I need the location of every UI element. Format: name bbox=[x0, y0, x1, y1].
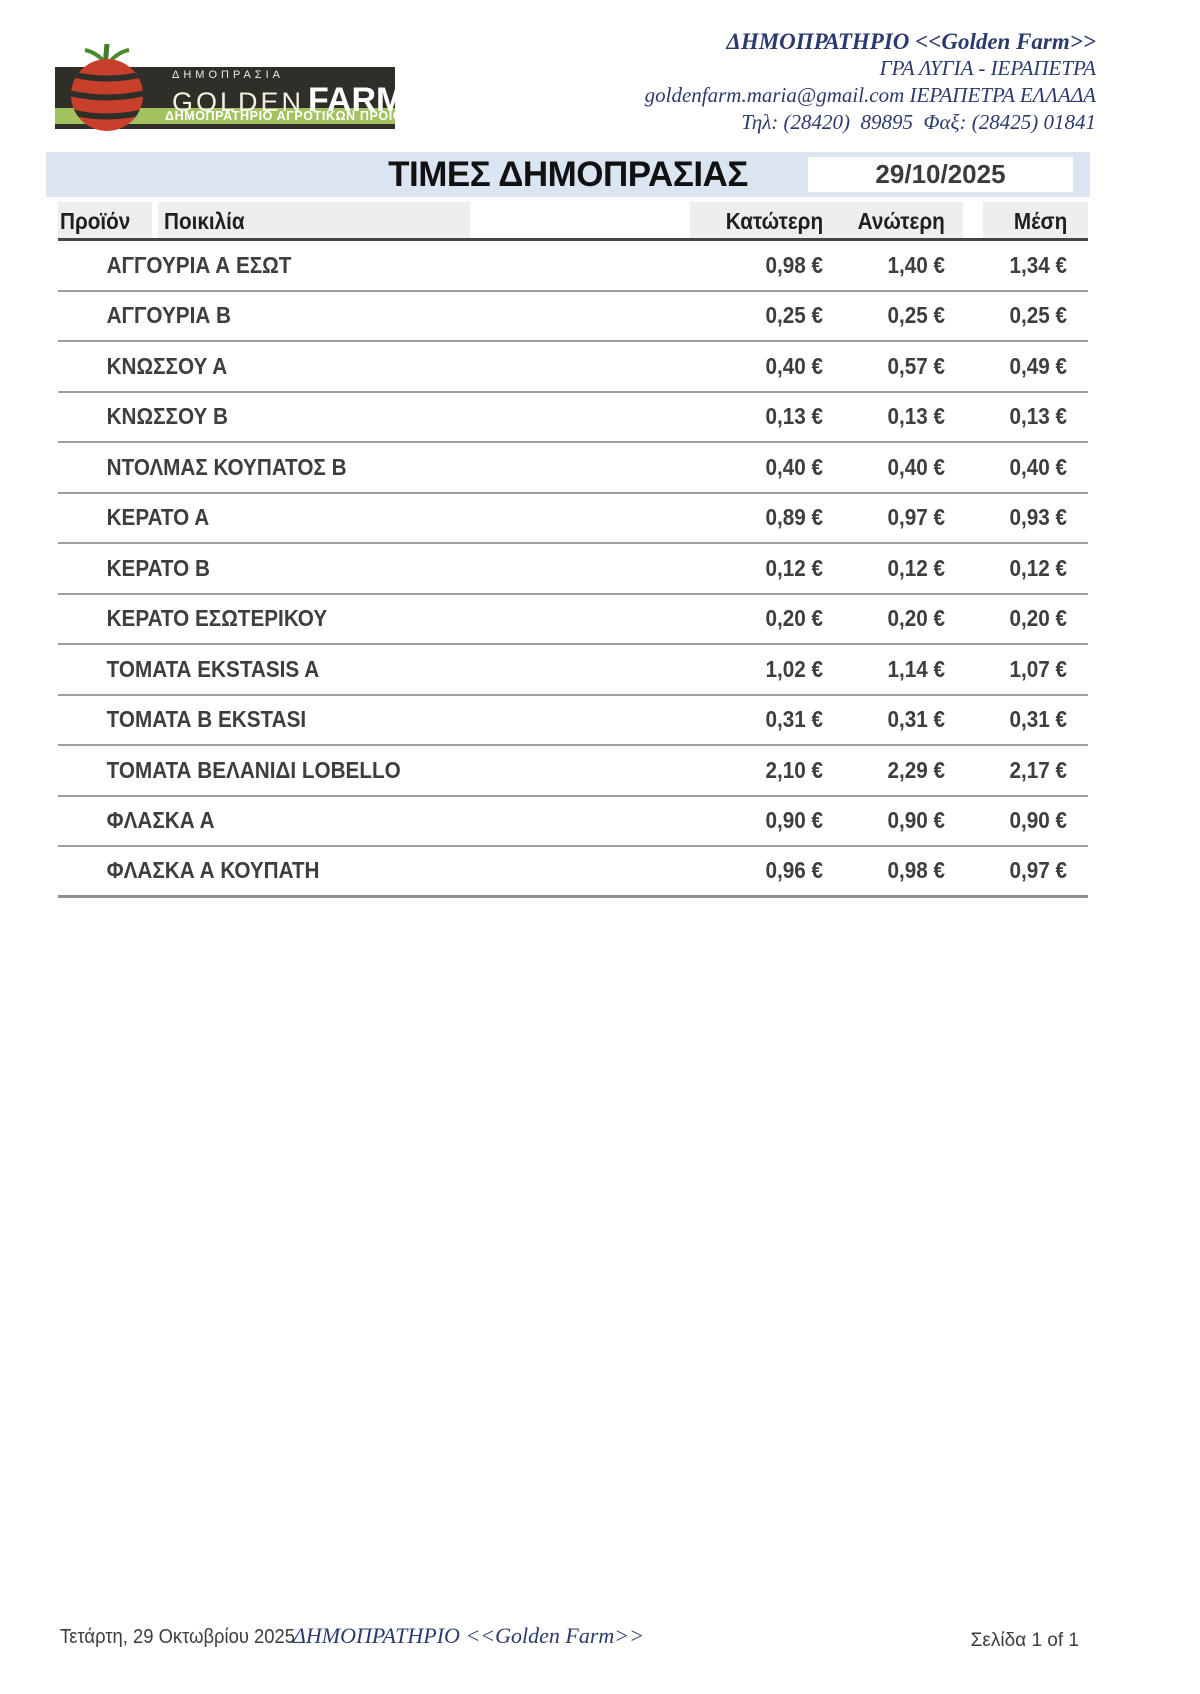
product-name: ΑΓΓΟΥΡΙΑ Β bbox=[106, 302, 231, 329]
company-location: ΓΡΑ ΛΥΓΙΑ - ΙΕΡΑΠΕΤΡΑ bbox=[879, 56, 1096, 80]
price-max: 1,14 € bbox=[887, 655, 945, 682]
footer-date: Τετάρτη, 29 Οκτωβρίου 2025 bbox=[60, 1626, 295, 1648]
table-header bbox=[58, 202, 1088, 241]
product-name: ΤΟΜΑΤΑ ΒΕΛΑΝΙΔΙ LOBELLO bbox=[106, 756, 401, 783]
price-min: 1,02 € bbox=[765, 655, 823, 682]
price-max: 0,25 € bbox=[887, 302, 945, 329]
price-avg: 0,49 € bbox=[1009, 352, 1067, 379]
golden-farm-logo bbox=[55, 40, 442, 135]
table-row bbox=[58, 847, 1088, 898]
product-name: ΚΝΩΣΣΟΥ Β bbox=[106, 403, 228, 430]
price-max: 0,57 € bbox=[887, 352, 945, 379]
price-min: 0,31 € bbox=[765, 706, 823, 733]
company-name: ΔΗΜΟΠΡΑΤΗΡΙΟ <<Golden Farm>> bbox=[726, 29, 1096, 54]
price-avg: 1,34 € bbox=[1009, 251, 1067, 278]
product-name: ΚΕΡΑΤΟ Α bbox=[106, 504, 210, 531]
price-max: 2,29 € bbox=[887, 756, 945, 783]
table-row bbox=[58, 797, 1088, 848]
company-email-line: goldenfarm.maria@gmail.com ΙΕΡΑΠΕΤΡΑ ΕΛΛΑΔΑ bbox=[644, 83, 1096, 107]
table-row bbox=[58, 292, 1088, 343]
product-name: ΦΛΑΣΚΑ Α ΚΟΥΠΑΤΗ bbox=[106, 857, 320, 884]
table-row bbox=[58, 494, 1088, 545]
table-row bbox=[58, 595, 1088, 646]
product-name: ΑΓΓΟΥΡΙΑ Α ΕΣΩΤ bbox=[106, 251, 292, 278]
price-avg: 2,17 € bbox=[1009, 756, 1067, 783]
price-max: 0,20 € bbox=[887, 605, 945, 632]
price-max: 0,31 € bbox=[887, 706, 945, 733]
price-min: 2,10 € bbox=[765, 756, 823, 783]
price-avg: 0,90 € bbox=[1009, 807, 1067, 834]
product-name: ΦΛΑΣΚΑ Α bbox=[106, 807, 215, 834]
logo-farm-text: FARM bbox=[308, 81, 405, 119]
price-avg: 0,93 € bbox=[1009, 504, 1067, 531]
price-min: 0,13 € bbox=[765, 403, 823, 430]
table-row bbox=[58, 746, 1088, 797]
table-row bbox=[58, 342, 1088, 393]
page-title: ΤΙΜΕΣ ΔΗΜΟΠΡΑΣΙΑΣ bbox=[388, 155, 748, 194]
price-avg: 0,20 € bbox=[1009, 605, 1067, 632]
tomato-icon bbox=[59, 40, 155, 133]
logo-main-wordmark bbox=[172, 81, 404, 120]
price-avg: 0,12 € bbox=[1009, 554, 1067, 581]
footer-company: ΔΗΜΟΠΡΑΤΗΡΙΟ <<Golden Farm>> bbox=[293, 1623, 644, 1648]
price-max: 0,13 € bbox=[887, 403, 945, 430]
column-header-max: Ανώτερη bbox=[857, 208, 945, 234]
price-min: 0,89 € bbox=[765, 504, 823, 531]
product-name: ΚΕΡΑΤΟ ΕΣΩΤΕΡΙΚΟΥ bbox=[106, 605, 328, 632]
price-avg: 0,31 € bbox=[1009, 706, 1067, 733]
price-avg: 1,07 € bbox=[1009, 655, 1067, 682]
product-name: ΚΕΡΑΤΟ Β bbox=[106, 554, 210, 581]
price-max: 0,40 € bbox=[887, 453, 945, 480]
price-max: 0,12 € bbox=[887, 554, 945, 581]
column-header-variety: Ποικιλία bbox=[164, 208, 245, 234]
price-min: 0,40 € bbox=[765, 453, 823, 480]
auction-date: 29/10/2025 bbox=[875, 159, 1006, 189]
price-max: 0,97 € bbox=[887, 504, 945, 531]
price-min: 0,90 € bbox=[765, 807, 823, 834]
price-avg: 0,25 € bbox=[1009, 302, 1067, 329]
logo-texts bbox=[172, 69, 404, 120]
column-header-min: Κατώτερη bbox=[725, 208, 823, 234]
product-name: ΤΟΜΑΤΑ EKSTASIS A bbox=[106, 655, 320, 682]
price-max: 1,40 € bbox=[887, 251, 945, 278]
product-name: ΤΟΜΑΤΑ Β EKSTASI bbox=[106, 706, 307, 733]
logo-small-label: ΔΗΜΟΠΡΑΣΙΑ bbox=[172, 69, 285, 81]
price-max: 0,90 € bbox=[887, 807, 945, 834]
table-row bbox=[58, 393, 1088, 444]
price-avg: 0,13 € bbox=[1009, 403, 1067, 430]
footer-page-number: Σελίδα 1 of 1 bbox=[970, 1630, 1079, 1651]
table-row bbox=[58, 241, 1088, 292]
logo-strip-text: ΔΗΜΟΠΡΑΤΗΡΙΟ ΑΓΡΟΤΙΚΩΝ ΠΡΟΪΟΝΤΩΝ bbox=[165, 109, 442, 123]
table-row bbox=[58, 696, 1088, 747]
product-name: ΚΝΩΣΣΟΥ Α bbox=[106, 352, 228, 379]
column-header-product: Προϊόν bbox=[60, 208, 131, 234]
price-avg: 0,97 € bbox=[1009, 857, 1067, 884]
price-min: 0,12 € bbox=[765, 554, 823, 581]
company-header bbox=[645, 28, 1096, 136]
price-min: 0,98 € bbox=[765, 251, 823, 278]
column-header-avg: Μέση bbox=[1013, 208, 1067, 234]
price-min: 0,96 € bbox=[765, 857, 823, 884]
price-max: 0,98 € bbox=[887, 857, 945, 884]
company-phone-line: Τηλ: (28420) 89895 Φαξ: (28425) 01841 bbox=[741, 110, 1096, 134]
table-row bbox=[58, 443, 1088, 494]
table-row bbox=[58, 645, 1088, 696]
price-min: 0,20 € bbox=[765, 605, 823, 632]
title-bar bbox=[46, 152, 1090, 197]
price-min: 0,25 € bbox=[765, 302, 823, 329]
price-table-body bbox=[58, 241, 1088, 898]
price-avg: 0,40 € bbox=[1009, 453, 1067, 480]
logo-golden-text: GOLDEN bbox=[172, 87, 305, 117]
product-name: ΝΤΟΛΜΑΣ ΚΟΥΠΑΤΟΣ Β bbox=[106, 453, 347, 480]
auction-date-box bbox=[808, 157, 1073, 192]
table-row bbox=[58, 544, 1088, 595]
price-min: 0,40 € bbox=[765, 352, 823, 379]
